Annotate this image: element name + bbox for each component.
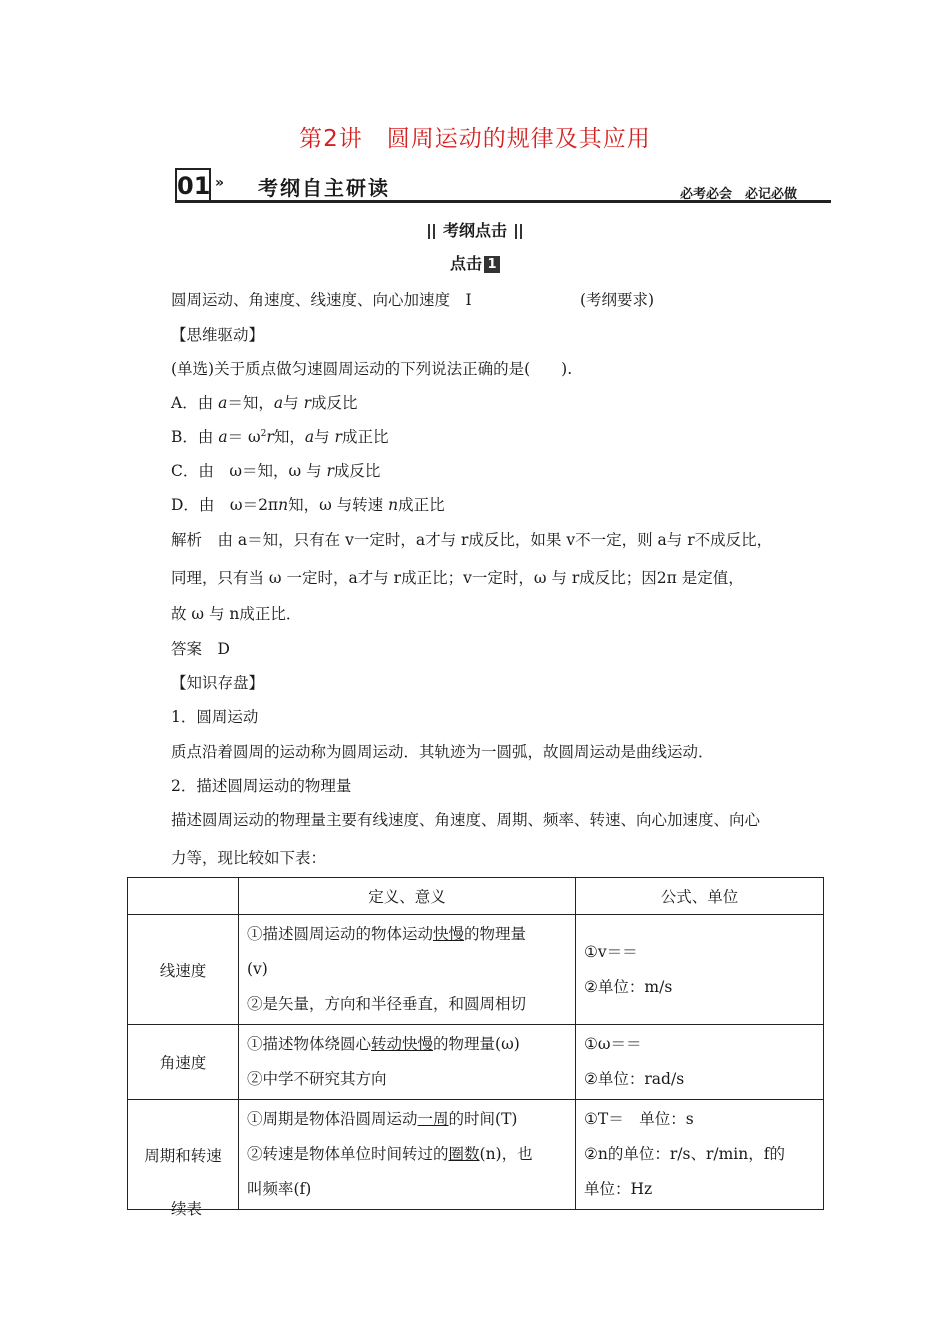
row-name: 周期和转速 xyxy=(128,1100,239,1210)
syllabus-req: (考纲要求) xyxy=(580,291,655,309)
analysis-line-2: 同理，只有当 ω 一定时，a才与 r成正比；v一定时，ω 与 r成反比；因2π 是定值， xyxy=(171,569,744,587)
row-formula: ①ω＝＝ ②单位：rad/s xyxy=(576,1025,824,1100)
point-2-desc-2: 力等，现比较如下表： xyxy=(171,849,327,867)
chevron-icon: » xyxy=(215,175,225,191)
row-def: ①描述圆周运动的物体运动快慢的物理量 (v) ②是矢量，方向和半径垂直，和圆周相切 xyxy=(239,915,576,1025)
number-badge: 1 xyxy=(484,256,500,273)
table-row xyxy=(128,1025,824,1100)
zhishi-heading: 【知识存盘】 xyxy=(171,674,265,692)
row-name: 线速度 xyxy=(128,915,239,1025)
table-header: 公式、单位 xyxy=(576,878,824,915)
page-title: 第2讲 圆周运动的规律及其应用 xyxy=(299,126,651,152)
point-1: 1．圆周运动 xyxy=(171,708,259,726)
bar-icon xyxy=(515,224,522,239)
table-header-row xyxy=(128,878,824,915)
question: (单选)关于质点做匀速圆周运动的下列说法正确的是( ). xyxy=(171,360,573,378)
row-formula: ①v＝＝ ②单位：m/s xyxy=(576,915,824,1025)
option-c: C．由 ω＝知，ω 与 r成反比 xyxy=(171,462,381,480)
section-title: 考纲自主研读 xyxy=(258,176,390,200)
table-row xyxy=(128,1100,824,1210)
table-header xyxy=(128,878,239,915)
point-2-desc-1: 描述圆周运动的物理量主要有线速度、角速度、周期、频率、转速、向心加速度、向心 xyxy=(171,811,761,829)
dianji-heading: 点击 1 xyxy=(0,251,950,274)
analysis-line-1: 解析 由 a＝知，只有在 v一定时，a才与 r成反比，如果 v不一定，则 a与 r不成反比， xyxy=(171,531,773,549)
row-formula: ①T＝ 单位：s ②n的单位：r/s、r/min，f的 单位：Hz xyxy=(576,1100,824,1210)
section-tagline: 必考必会 必记必做 xyxy=(680,187,798,202)
analysis-line-3: 故 ω 与 n成正比． xyxy=(171,605,302,623)
point-2: 2．描述圆周运动的物理量 xyxy=(171,777,352,795)
section-number: 01 xyxy=(175,168,211,200)
bar-icon xyxy=(428,224,435,239)
option-a: A．由 a＝知，a与 r成反比 xyxy=(171,394,358,412)
continued-label: 续表 xyxy=(171,1200,203,1218)
syllabus-line: 圆周运动、角速度、线速度、向心加速度 Ⅰ xyxy=(171,291,472,309)
point-1-desc: 质点沿着圆周的运动称为圆周运动．其轨迹为一圆弧，故圆周运动是曲线运动． xyxy=(171,743,714,761)
table-header: 定义、意义 xyxy=(239,878,576,915)
siwei-heading: 【思维驱动】 xyxy=(171,326,265,344)
row-name: 角速度 xyxy=(128,1025,239,1100)
option-d: D．由 ω＝2πn知，ω 与转速 n成正比 xyxy=(171,496,445,514)
option-b: B．由 $a= \omega^2r$知，a与 r成正比 xyxy=(171,428,389,446)
row-def: ①周期是物体沿圆周运动一周的时间(T) ②转速是物体单位时间转过的圈数(n)，也 叫频率(f) xyxy=(239,1100,576,1210)
subheading: 考纲点击 xyxy=(0,218,950,241)
comparison-table xyxy=(127,877,824,1210)
answer: 答案 D xyxy=(171,640,230,658)
row-def: ①描述物体绕圆心转动快慢的物理量(ω) ②中学不研究其方向 xyxy=(239,1025,576,1100)
table-row xyxy=(128,915,824,1025)
